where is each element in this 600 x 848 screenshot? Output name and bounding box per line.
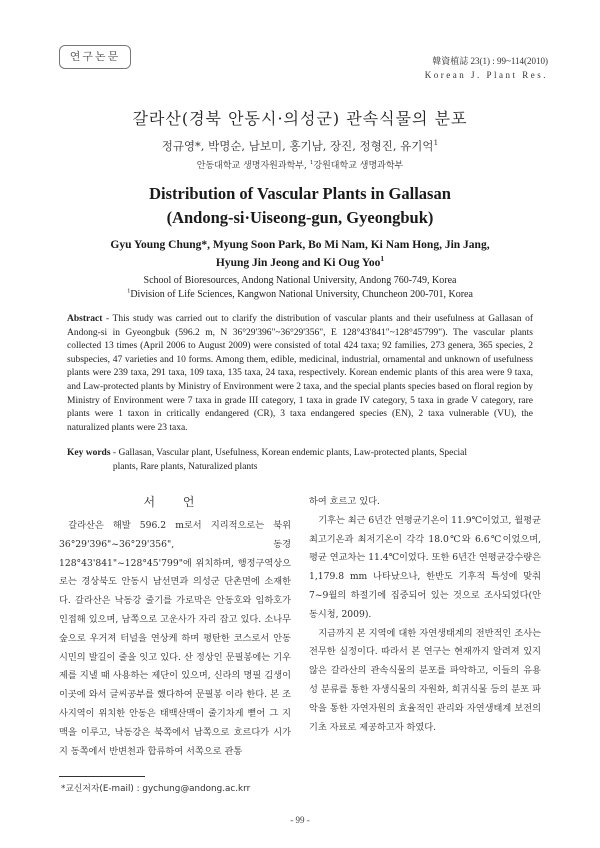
body-paragraph: 기후는 최근 6년간 연평균기온이 11.9℃이었고, 월평균 최고기온과 최저기온이 각각 18.0℃와 6.6℃이었으며, 평균 연교차는 11.4℃이었다. 또한 6년간 연평균강수량은 1,179.8 mm 나타났으나, 한반도 기후적 특성에 맞춰 7~9월의 하절기에 집중되어 있는 것으로 조사되었다(안동시청, 2009).: [309, 514, 541, 620]
english-affil-sup: 1: [127, 287, 131, 295]
page-number: - 99 -: [290, 815, 310, 825]
corresponding-author-footnote: *교신저자(E-mail) : gychung@andong.ac.krr: [61, 784, 251, 794]
english-title: [0, 182, 600, 230]
english-authors-sup: 1: [380, 254, 385, 264]
english-authors-line1: Gyu Young Chung*, Myung Soon Park, Bo Mi Nam, Ki Nam Hong, Jin Jang,: [110, 239, 490, 251]
abstract-label: Abstract: [67, 314, 103, 324]
keywords: [67, 447, 533, 474]
english-affil-line1: School of Bioresources, Andong National University, Andong 760-749, Korea: [143, 275, 457, 286]
body-paragraph: 갈라산은 해발 596.2 m로서 지리적으로는 북위 36°29'396"~36°29'356", 동경 128°43'841"~128°45'799"에 위치하며, 행정구역상으로는 경상북도 안동시 남선면과 의성군 단촌면에 소재한다. 갈라산은 낙동강 줄기를 가로막은 안동호와 임하호가 인접해 있으며, 남쪽으로 고운사가 자리 잡고 있다. 소나무 숲으로 우거져 터널을 연상케 하며 평탄한 코스로서 안동시민의 발길이 줄을 잇고 있다. 산 정상인 문필봉에는 기우제를 지낼 때 사용하는 제단이 있으며, 신라의 명필 김생이 이곳에 와서 글씨공부를 했다하여 문필봉 이라 한다. 본 조사지역이 위치한 안동은 태백산맥이 줄기차게 뻗어 그 지맥을 이루고, 낙동강은 북쪽에서 남쪽으로 흐르다가 시가지 동쪽에서 반변천과 합류하여 서쪽으로 관통: [59, 520, 291, 757]
journal-reference: [425, 54, 548, 82]
english-affil-line2-wrap: [0, 288, 600, 302]
korean-affil-main: 안동대학교 생명자원과학부,: [196, 161, 307, 171]
section-tag: 연구논문: [59, 45, 131, 69]
body-column-left: [59, 517, 291, 761]
section-heading-introduction: 서 언: [143, 495, 207, 509]
english-affiliations: [0, 274, 600, 302]
korean-affil-second: 강원대학교 생명과학부: [313, 161, 404, 171]
korean-affiliations: [0, 158, 600, 171]
korean-authors: [0, 138, 600, 154]
english-authors-line2: Hyung Jin Jeong and Ki Oug Yoo: [215, 257, 381, 269]
body-paragraph: 하여 흐르고 있다.: [309, 496, 380, 507]
keywords-label: Key words: [67, 448, 111, 458]
korean-title: 갈라산(경북 안동시·의성군) 관속식물의 분포: [132, 109, 468, 128]
english-affil-line2: Division of Life Sciences, Kangwon National University, Chuncheon 200-701, Korea: [130, 289, 473, 300]
body-column-right: [309, 493, 541, 737]
footnote-divider: [59, 776, 145, 777]
korean-author-names: 정규영*, 박명순, 남보미, 홍기남, 장진, 정형진, 유기억: [161, 139, 434, 153]
abstract: [67, 313, 533, 435]
english-authors: [0, 236, 600, 272]
body-paragraph: 지금까지 본 지역에 대한 자연생태계의 전반적인 조사는 전무한 실정이다. 따라서 본 연구는 현재까지 알려져 있지 않은 갈라산의 관속식물의 분포를 파악하고, 이들의 유용성 분류를 통한 자생식물의 자원화, 희귀식물 등의 분포 파악을 통한 자연자원의 효율적인 관리와 자연생태계 보전의 기초 자료로 제공하고자 하였다.: [309, 627, 541, 733]
korean-affil-sup: 1: [309, 160, 314, 166]
english-title-line2: (Andong-si·Uiseong-gun, Gyeongbuk): [166, 208, 434, 227]
english-authors-line2-wrap: [0, 254, 600, 272]
journal-citation: 韓資植誌 23(1) : 99~114(2010): [432, 56, 548, 66]
keywords-text: - Gallasan, Vascular plant, Usefulness, Korean endemic plants, Law-protected plants, Special plants, Rare plants, Naturalized plants: [112, 448, 468, 472]
korean-author-sup: 1: [433, 138, 439, 148]
english-title-line1: Distribution of Vascular Plants in Gallasan: [149, 184, 451, 203]
journal-name: Korean J. Plant Res.: [424, 70, 548, 80]
abstract-text: - This study was carried out to clarify the distribution of vascular plants and their usefulness at Gallasan of Andong-si in Gyeongbuk (596.2 m, N 36°29'396"~36°29'356", E 128°43'841"~128°45'799"). The vascular plants collected 13 times (April 2006 to August 2009) were consisted of total 424 taxa; 92 families, 273 genera, 365 species, 2 subspecies, 47 varieties and 10 forms. Among them, edible, medicinal, industrial, ornamental and unknown of usefulness plants were 239 taxa, 291 taxa, 109 taxa, 135 taxa, 24 taxa, respectively. Korean endemic plants of this area were 9 taxa, and Law-protected plants by Ministry of Environment were 2 taxa, and the special plants species based on floral region by Ministry of Environment were 7 taxa in grade III category, 1 taxa in grade IV category, 5 taxa in grade V category, rare plants were 1 taxon in critically endangered (CR), 3 taxa endangered species (EN), 2 taxa vulnerable (VU), the naturalized plants were 23 taxa.: [67, 314, 533, 433]
